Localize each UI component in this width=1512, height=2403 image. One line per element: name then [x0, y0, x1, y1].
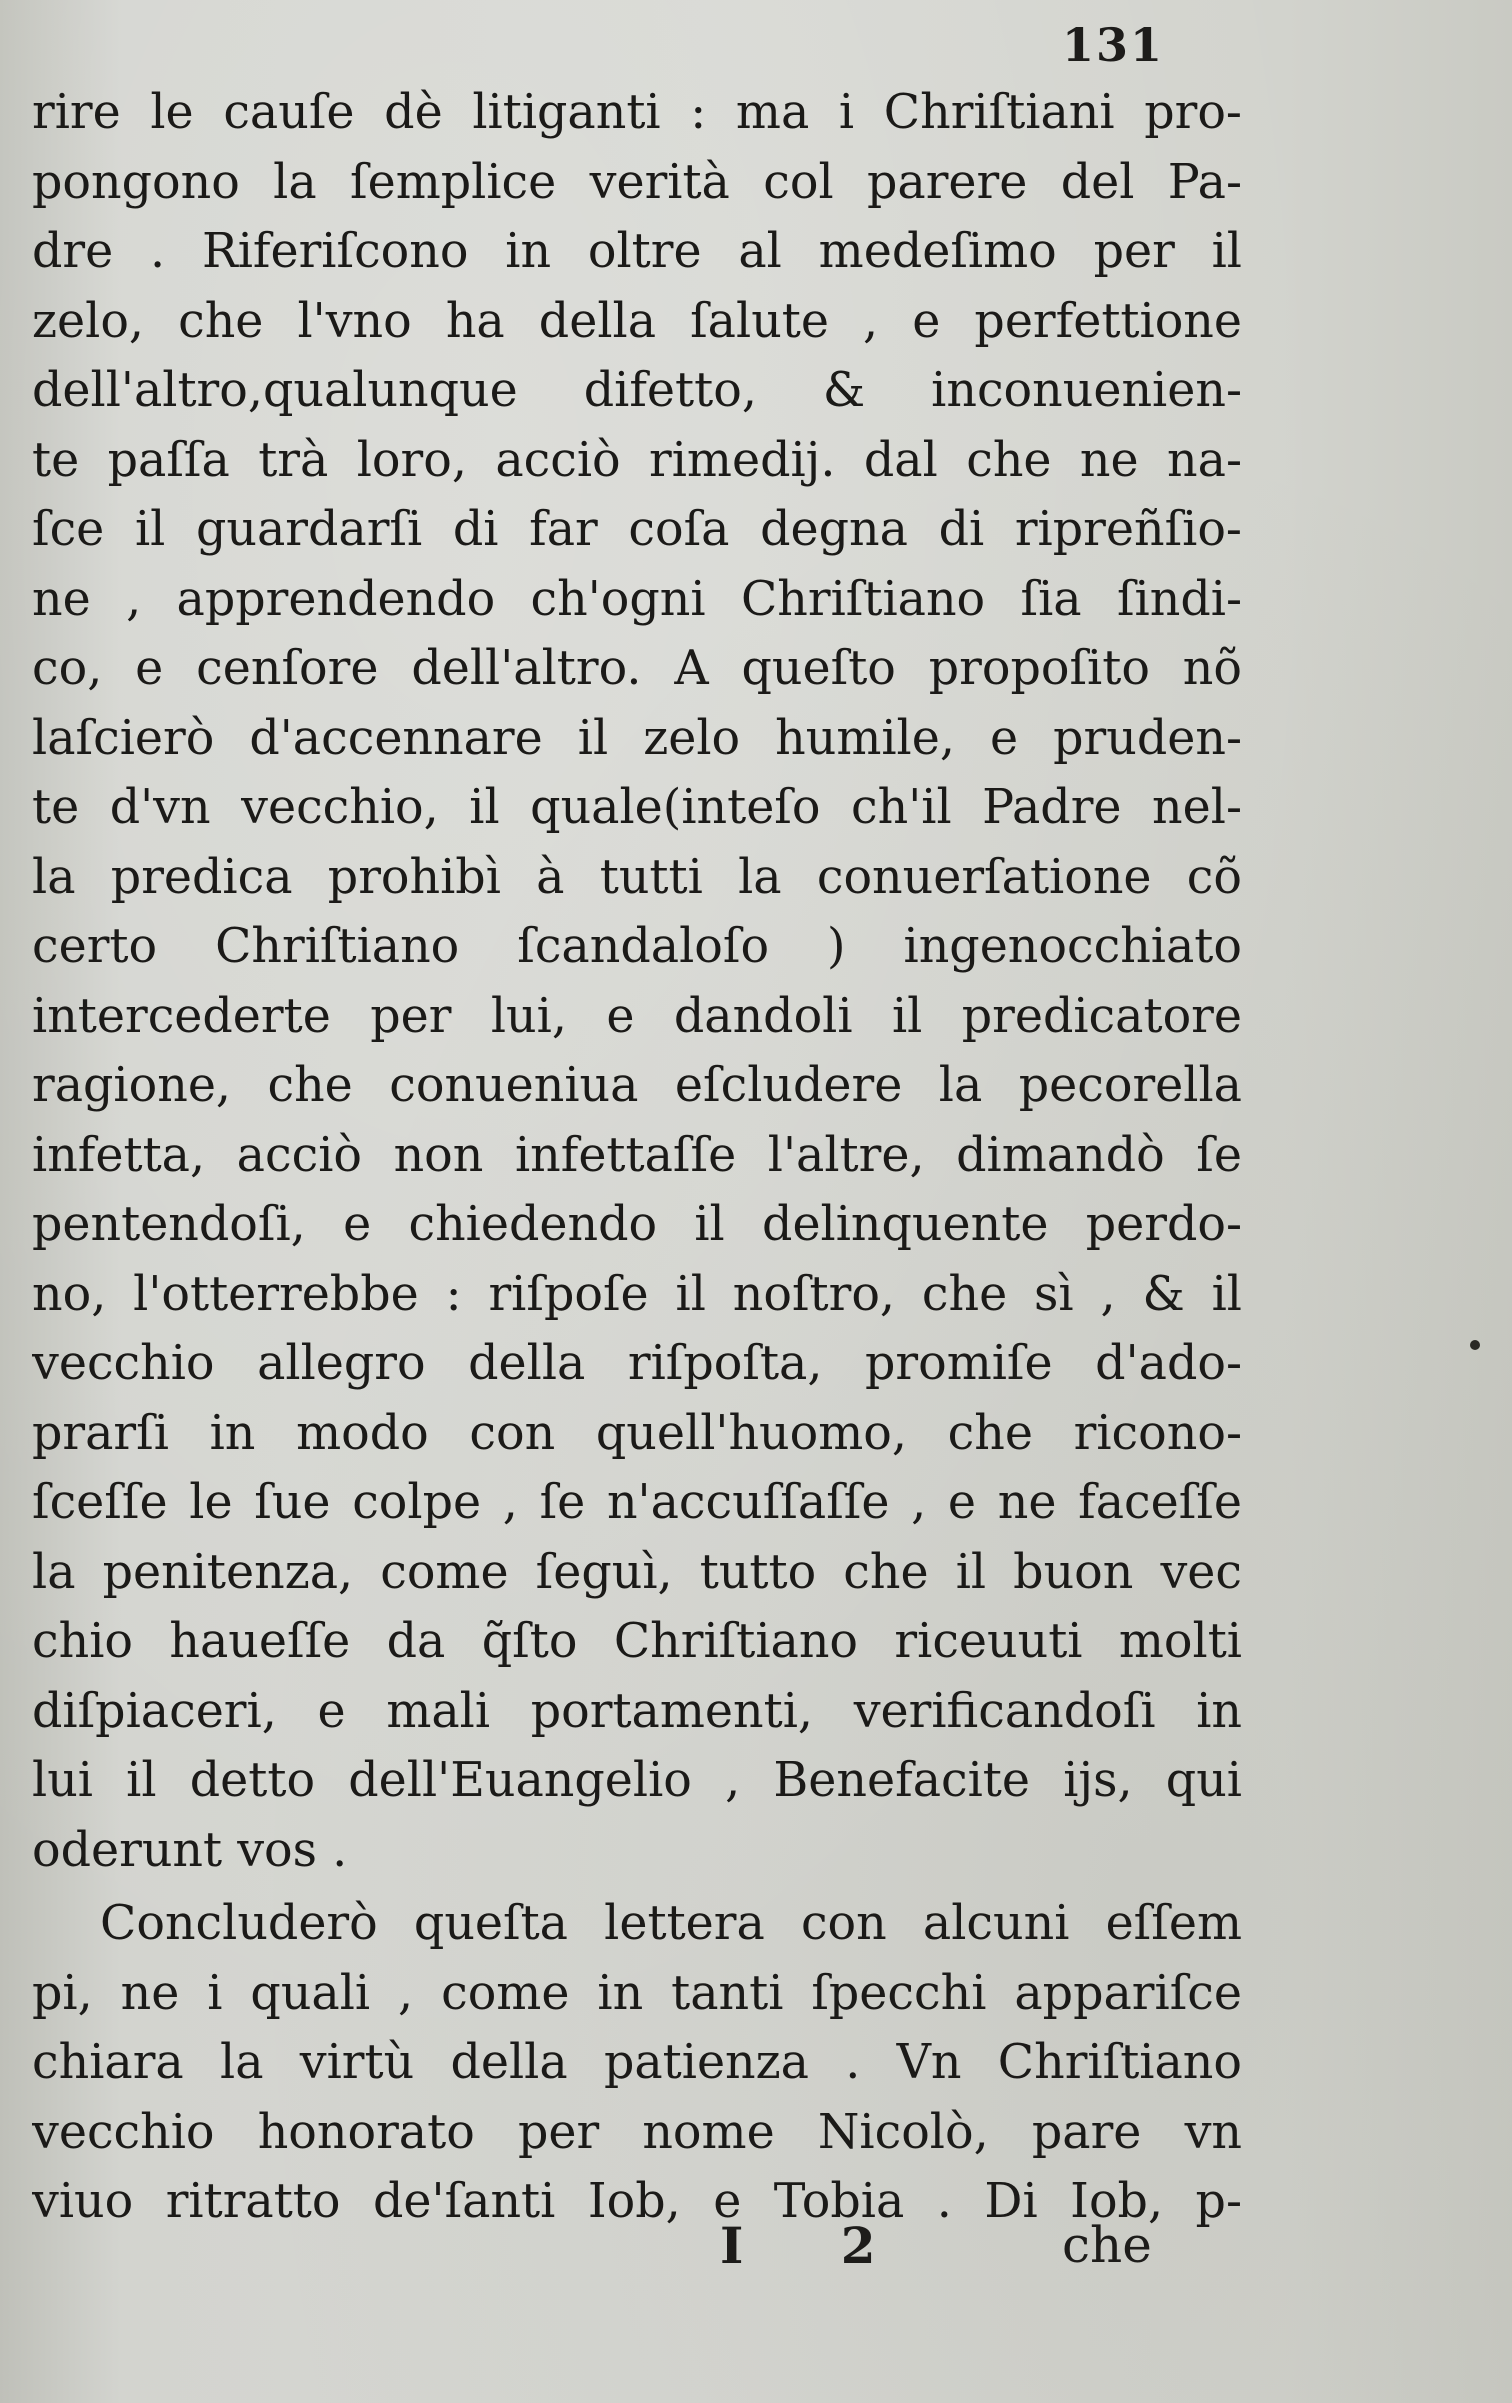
text-line: la penitenza, come ſeguì, tutto che il buon vec — [32, 1544, 1242, 1600]
text-line: certo Chriſtiano ſcandaloſo ) ingenocchiato — [32, 919, 1242, 974]
text-line: chiara la virtù della patienza . Vn Chriſtiano — [32, 2035, 1242, 2090]
page-footer — [0, 2216, 1512, 2286]
text-line: rire le cauſe dè litiganti : ma i Chriſtiani pro- — [32, 85, 1242, 140]
text-line: dell'altro,qualunque difetto, & inconuenien- — [32, 363, 1242, 418]
text-line: chio haueſſe da q̃ſto Chriſtiano riceuuti molti — [32, 1614, 1242, 1669]
text-line: intercederte per lui, e dandoli il predicatore — [32, 988, 1242, 1044]
ink-speck — [1470, 1340, 1480, 1350]
body-text — [32, 78, 1242, 2237]
text-line: la predica prohibì à tutti la conuerſatione cõ — [32, 849, 1242, 905]
signature-mark: I 2 — [720, 2216, 916, 2275]
text-line: co, e cenſore dell'altro. A queſto propoſito nõ — [32, 641, 1242, 696]
text-line: oderunt vos . — [32, 1822, 348, 1878]
text-line: diſpiaceri, e mali portamenti, verificandoſi in — [32, 1683, 1242, 1739]
page-number: 131 — [1062, 18, 1165, 72]
text-line: te d'vn vecchio, il quale(inteſo ch'il Padre nel- — [32, 780, 1242, 835]
text-line: no, l'otterrebbe : riſpoſe il noſtro, che sì , & il — [32, 1266, 1242, 1322]
text-line: viuo ritratto de'ſanti Iob, e Tobia . Di Iob, p- — [32, 2174, 1242, 2229]
text-line: pongono la ſemplice verità col parere del Pa- — [32, 154, 1242, 210]
text-line: ne , apprendendo ch'ogni Chriſtiano ſia ſindi- — [32, 571, 1242, 627]
text-line: pentendoſi, e chiedendo il delinquente perdo- — [32, 1197, 1242, 1252]
text-line: ſce il guardarſi di far coſa degna di ripreñſio- — [32, 502, 1242, 557]
text-line: pi, ne i quali , come in tanti ſpecchi appariſce — [32, 1965, 1242, 2021]
text-line: vecchio honorato per nome Nicolò, pare vn — [32, 2104, 1242, 2160]
text-line: ſceſſe le ſue colpe , ſe n'accuſſaſſe , e ne faceſſe — [32, 1475, 1242, 1530]
text-line: infetta, acciò non infettaſſe l'altre, dimandò ſe — [32, 1127, 1242, 1183]
text-line: Concluderò queſta lettera con alcuni eſſem — [100, 1896, 1242, 1951]
text-line: lui il detto dell'Euangelio , Benefacite ijs, qui — [32, 1753, 1242, 1808]
text-line: dre . Riferiſcono in oltre al medeſimo per il — [32, 224, 1242, 279]
text-line: ragione, che conueniua eſcludere la pecorella — [32, 1058, 1242, 1113]
text-line: te paſſa trà loro, acciò rimedij. dal che ne na- — [32, 432, 1242, 488]
text-line: prarſi in modo con quell'huomo, che ricono- — [32, 1405, 1242, 1461]
text-line: vecchio allegro della riſpoſta, promiſe d'ado- — [32, 1336, 1242, 1391]
text-line: laſcierò d'accennare il zelo humile, e pruden- — [32, 710, 1242, 766]
catchword: che — [1062, 2216, 1152, 2274]
text-line: zelo, che l'vno ha della ſalute , e perfettione — [32, 293, 1242, 349]
